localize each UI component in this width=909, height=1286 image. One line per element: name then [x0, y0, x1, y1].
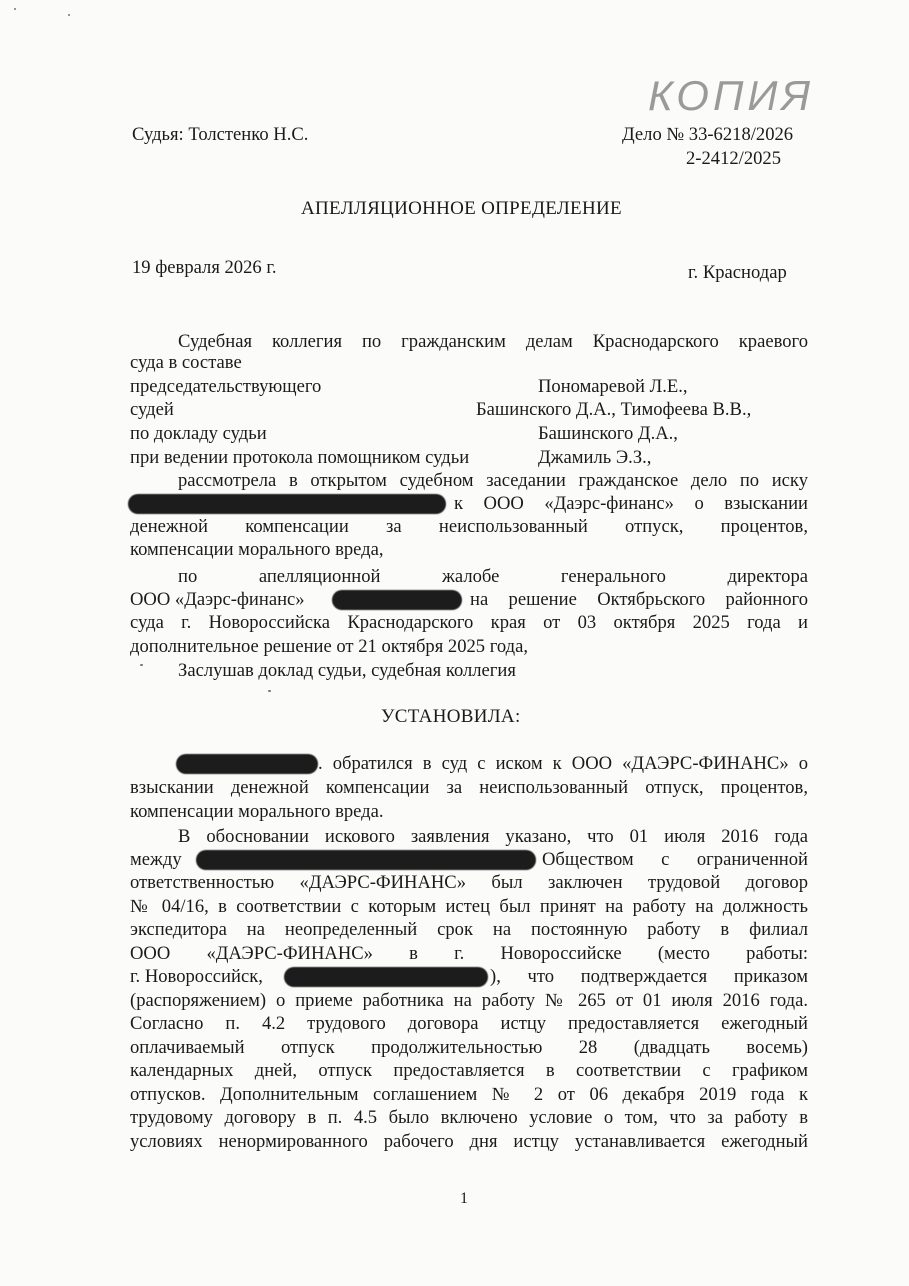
case-number-secondary: 2-2412/2025 — [686, 148, 782, 169]
text-line: № 04/16, в соответствии с которым истец был принят на работу на должность — [130, 896, 808, 917]
redaction-bar — [284, 967, 488, 987]
scan-speck — [268, 690, 271, 692]
body-line: дополнительное решение от 21 октября 2025 года, — [130, 636, 529, 657]
body-line: компенсации морального вреда, — [130, 539, 384, 560]
document-city: г. Краснодар — [688, 262, 787, 283]
case-number: Дело № 33-6218/2026 — [622, 124, 794, 145]
redaction-bar — [176, 754, 318, 774]
reporter-label: по докладу судьи — [130, 423, 267, 444]
copy-stamp: КОПИЯ — [648, 72, 815, 119]
text-line: между — [130, 849, 182, 870]
text-line: В обосновании искового заявления указано, что 01 июля 2016 года — [178, 826, 808, 847]
text-line: оплачиваемый отпуск продолжительностью 28 (двадцать восемь) — [130, 1037, 808, 1058]
clerk-label: при ведении протокола помощником судьи — [130, 447, 470, 468]
composition-intro-2: суда в составе — [130, 352, 242, 373]
body-line: на решение Октябрьского районного — [470, 589, 808, 610]
body-line: денежной компенсации за неиспользованный отпуск, процентов, — [130, 516, 808, 537]
redaction-bar — [332, 590, 462, 610]
text-line: трудовому договору в п. 4.5 было включено условие о том, что за работу в — [130, 1107, 808, 1128]
text-line: отпусков. Дополнительным соглашением № 2 от 06 декабря 2019 года к — [130, 1084, 808, 1105]
judge-name: Судья: Толстенко Н.С. — [132, 124, 309, 145]
text-line: взыскании денежной компенсации за неиспользованный отпуск, процентов, — [130, 777, 808, 798]
text-line: Согласно п. 4.2 трудового договора истцу предоставляется ежегодный — [130, 1013, 808, 1034]
judges-label: судей — [130, 399, 174, 420]
scan-speck — [68, 14, 70, 16]
text-line: ), что подтверждается приказом — [490, 966, 808, 987]
scan-speck — [140, 664, 143, 666]
text-line: условиях ненормированного рабочего дня истцу устанавливается ежегодный — [130, 1131, 808, 1152]
text-line: г. Новороссийск, — [130, 966, 263, 987]
body-line: ООО «Даэрс-финанс» — [130, 589, 305, 610]
composition-intro: Судебная коллегия по гражданским делам Краснодарского краевого — [178, 331, 808, 352]
text-line: (распоряжением) о приеме работника на работу № 265 от 01 июля 2016 года. — [130, 990, 808, 1011]
body-line: суда г. Новороссийска Краснодарского края от 03 октября 2025 года и — [130, 612, 808, 633]
text-line: . обратился в суд с иском к ООО «ДАЭРС-ФИНАНС» о — [318, 753, 808, 774]
body-line: рассмотрела в открытом судебном заседании гражданское дело по иску — [178, 470, 808, 491]
text-line: Обществом с ограниченной — [542, 849, 808, 870]
chair-label: председательствующего — [130, 376, 322, 397]
redaction-bar — [128, 494, 446, 514]
text-line: ответственностью «ДАЭРС-ФИНАНС» был заключен трудовой договор — [130, 872, 808, 893]
judges-names: Башинского Д.А., Тимофеева В.В., — [476, 399, 752, 420]
text-line: календарных дней, отпуск предоставляется в соответствии с графиком — [130, 1060, 808, 1081]
text-line: компенсации морального вреда. — [130, 801, 384, 822]
body-line: Заслушав доклад судьи, судебная коллегия — [178, 660, 516, 681]
body-line: по апелляционной жалобе генерального директора — [178, 566, 808, 587]
text-line: ООО «ДАЭРС-ФИНАНС» в г. Новороссийске (место работы: — [130, 943, 808, 964]
reporter-name: Башинского Д.А., — [538, 423, 678, 444]
section-heading: УСТАНОВИЛА: — [381, 706, 521, 727]
chair-name: Пономаревой Л.Е., — [538, 376, 688, 397]
text-line: экспедитора на неопределенный срок на постоянную работу в филиал — [130, 919, 808, 940]
scan-speck — [14, 8, 16, 10]
document-title: АПЕЛЛЯЦИОННОЕ ОПРЕДЕЛЕНИЕ — [301, 198, 622, 219]
page-number: 1 — [460, 1190, 468, 1207]
clerk-name: Джамиль Э.З., — [538, 447, 652, 468]
redaction-bar — [196, 850, 536, 870]
body-line: к ООО «Даэрс-финанс» о взыскании — [454, 493, 808, 514]
document-date: 19 февраля 2026 г. — [132, 257, 277, 278]
